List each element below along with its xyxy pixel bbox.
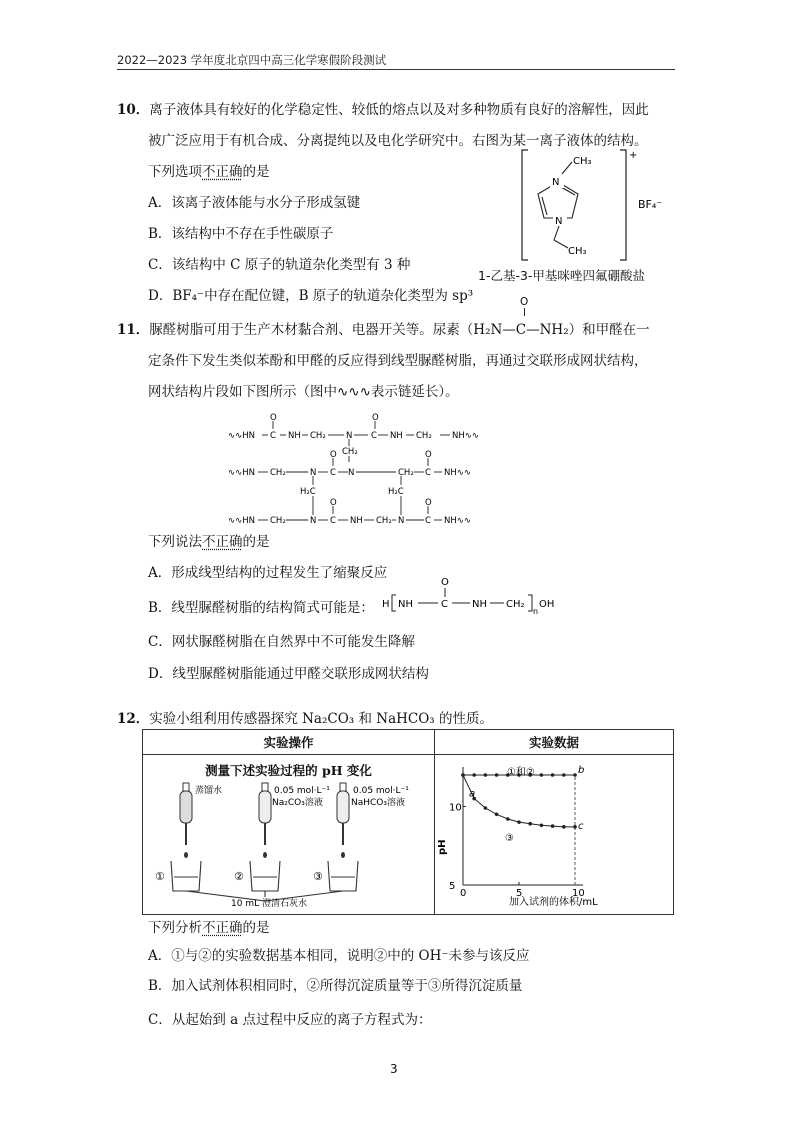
series-2-point [484, 806, 488, 810]
q10-prompt-post: 的是 [242, 164, 270, 180]
y-tick-label: 5 [449, 881, 456, 892]
atom-n: N [310, 516, 317, 526]
q11-number: 11． [117, 322, 150, 338]
atom-n: N [348, 468, 355, 478]
q11-stem-text1: 脲醛树脂可用于生产木材黏合剂、电器开关等。尿素（H₂N—C—NH₂）和甲醛在一 [149, 322, 650, 338]
atom-o: O [372, 413, 379, 423]
ph-chart [435, 755, 673, 911]
option-label: A． [148, 948, 172, 964]
q11-option-a[interactable] [148, 561, 387, 581]
x-tick-label: 10 [572, 888, 585, 899]
atom-o: O [330, 450, 337, 460]
series-2-label: ③ [505, 833, 514, 844]
q10-stem-text1: 离子液体具有较好的化学稳定性、较低的熔点以及对多种物质有良好的溶解性，因此 [149, 102, 649, 118]
option-label: C． [148, 257, 172, 273]
q12-stem-text: 实验小组利用传感器探究 Na₂CO₃ 和 NaHCO₃ 的性质。 [149, 711, 493, 727]
q11-option-c[interactable] [148, 630, 415, 650]
atom-n: N [346, 431, 353, 441]
q11-option-d[interactable] [148, 662, 429, 682]
dropper-2 [259, 783, 271, 858]
q11-prompt-post: 的是 [242, 534, 270, 550]
option-text: 线型脲醛树脂能通过甲醛交联形成网状结构 [172, 666, 429, 682]
q12-prompt-em: 不正确 [202, 920, 243, 936]
q12-stem [117, 707, 493, 727]
series-1-point [573, 773, 577, 777]
urea-oxygen: O [520, 296, 529, 308]
chain-end: NH∿∿ [444, 468, 471, 478]
dropper-2-label2: Na₂CO₃溶液 [272, 798, 323, 808]
formula-nh: NH [398, 599, 413, 610]
atom-c: C [330, 516, 336, 526]
y-tick-label: 10 [449, 802, 462, 814]
formula-h: H [382, 599, 390, 610]
formula-nh: NH [472, 599, 487, 610]
option-text: 该离子液体能与水分子形成氢键 [171, 195, 361, 211]
y-axis-label: pH [437, 839, 448, 855]
q10-prompt-pre: 下列选项 [148, 164, 202, 180]
option-text: 该结构中不存在手性碳原子 [171, 226, 334, 242]
formula-ch2: CH₂ [506, 599, 525, 610]
option-label: D． [148, 288, 173, 304]
series-2-point [551, 824, 555, 828]
option-text: BF₄⁻中存在配位键，B 原子的轨道杂化类型为 sp³ [172, 288, 474, 304]
operation-cell [143, 755, 435, 915]
series-1-point [551, 773, 555, 777]
cation-charge: + [629, 150, 638, 161]
q12-option-b[interactable] [148, 974, 522, 994]
chain-end: NH∿∿ [452, 431, 479, 441]
page-header: 2022—2023 学年度北京四中高三化学寒假阶段测试 [117, 53, 387, 67]
series-2-point [562, 825, 566, 829]
q12-prompt-pre: 下列分析 [148, 920, 202, 936]
atom-n: N [398, 516, 405, 526]
option-label: C． [148, 634, 172, 650]
dropper-2-label1: 0.05 mol·L⁻¹ [274, 786, 330, 796]
table-header-data: 实验数据 [435, 730, 674, 755]
formula-n: n [533, 607, 539, 616]
q11-option-b[interactable] [148, 596, 374, 616]
series-2-point [528, 822, 532, 826]
ch3-top: CH₃ [573, 156, 592, 167]
atom-c: C [330, 468, 336, 478]
formula-oh: OH [539, 599, 555, 610]
option-label: B． [148, 978, 172, 994]
series-1-point [472, 773, 476, 777]
option-label: A． [148, 195, 172, 211]
option-text: 形成线型结构的过程发生了缩聚反应 [171, 565, 388, 581]
q11-prompt-em: 不正确 [202, 534, 243, 550]
dropper-3-label2: NaHCO₃溶液 [351, 798, 405, 808]
x-axis-label: 加入试剂的体积/mL [509, 897, 598, 908]
series-1-point [495, 773, 499, 777]
option-label: D． [148, 666, 173, 682]
chain-end: ∿∿HN [228, 431, 255, 441]
atom-ch2: CH₂ [310, 431, 326, 441]
q10-prompt-em: 不正确 [202, 164, 243, 180]
option-label: C． [148, 1012, 172, 1028]
point-label-c: c [578, 820, 584, 832]
q10-number: 10． [117, 102, 150, 118]
bridge-h2c: H₂C [300, 487, 316, 497]
atom-n: N [310, 468, 317, 478]
beaker-3-label: ③ [313, 870, 323, 883]
q12-prompt [148, 916, 270, 936]
atom-c: C [270, 431, 276, 441]
q10-stem-line1 [117, 98, 649, 118]
atom-ch2: CH₂ [376, 516, 392, 526]
bridge-h2c: H₂C [388, 487, 404, 497]
formula-c: C [441, 599, 448, 610]
q12-option-c[interactable] [148, 1008, 431, 1028]
page-number: 3 [390, 1062, 398, 1076]
series-1-point [540, 773, 544, 777]
dropper-3 [337, 783, 349, 858]
q11-prompt [148, 530, 270, 550]
q10-option-a[interactable] [148, 191, 360, 211]
option-text: 线型脲醛树脂的结构简式可能是： [171, 600, 374, 616]
q10-prompt [148, 160, 270, 180]
option-text: 网状脲醛树脂在自然界中不可能发生降解 [171, 634, 415, 650]
chain-end: ∿∿HN [228, 516, 255, 526]
option-text: 该结构中 C 原子的轨道杂化类型有 3 种 [171, 257, 411, 273]
atom-o: O [425, 450, 432, 460]
atom-o: O [425, 498, 432, 508]
chain-end: ∿∿HN [228, 468, 255, 478]
urea-double-bond [524, 308, 526, 316]
formula-o: O [441, 577, 449, 588]
x-tick-label: 0 [460, 888, 467, 899]
option-text: 加入试剂体积相同时，②所得沉淀质量等于③所得沉淀质量 [171, 978, 523, 994]
beaker-apparatus [143, 779, 433, 907]
dropper-3-label1: 0.05 mol·L⁻¹ [353, 786, 409, 796]
x-tick-label: 5 [516, 888, 523, 899]
q11-stem-line3: 网状结构片段如下图所示（图中∿∿∿表示链延长）。 [148, 384, 459, 400]
beaker-1-label: ① [155, 870, 165, 883]
series-1-point [562, 773, 566, 777]
series-1-point [484, 773, 488, 777]
atom-c: C [371, 431, 377, 441]
n-lower: N [555, 216, 563, 227]
series-2-point [517, 820, 521, 824]
option-b-formula [380, 576, 560, 616]
urea-formaldehyde-network [228, 412, 490, 528]
series-2-point [506, 817, 510, 821]
series-2-point [573, 825, 577, 829]
beaker-caption: 10 mL 澄清石灰水 [231, 899, 307, 907]
option-label: A． [148, 565, 172, 581]
atom-ch2: CH₂ [398, 468, 414, 478]
anion-label: BF₄⁻ [638, 198, 663, 211]
series-2-point [540, 823, 544, 827]
atom-nh: NH [350, 516, 363, 526]
q12-option-a[interactable] [148, 944, 530, 964]
option-label: B． [148, 226, 172, 242]
series-2-line [463, 775, 575, 827]
option-text: ①与②的实验数据基本相同，说明②中的 OH⁻未参与该反应 [171, 948, 530, 964]
series-1-label: ①和② [507, 767, 535, 778]
atom-ch2: CH₂ [270, 516, 286, 526]
q11-stem-line1 [117, 318, 650, 338]
q10-option-b[interactable] [148, 222, 333, 242]
data-cell [435, 755, 674, 915]
atom-c: C [425, 468, 431, 478]
q10-option-d[interactable] [148, 284, 473, 304]
beaker-2-label: ② [234, 870, 244, 883]
operation-title: 测量下述实验过程的 pH 变化 [205, 763, 372, 778]
chart-axes [449, 767, 585, 899]
atom-o: O [270, 413, 277, 423]
table-header-operation: 实验操作 [143, 730, 435, 755]
bridge-ch2: CH₂ [342, 447, 358, 457]
point-label-b: b [578, 765, 585, 776]
q12-experiment-table [142, 729, 674, 915]
option-text: 从起始到 a 点过程中反应的离子方程式为： [171, 1012, 432, 1028]
q11-stem-line2: 定条件下发生类似苯酚和甲醛的反应得到线型脲醛树脂，再通过交联形成网状结构， [148, 353, 648, 369]
atom-o: O [330, 498, 337, 508]
ch3-bottom: CH₃ [568, 246, 587, 257]
n-upper: N [552, 177, 560, 188]
atom-ch2: CH₂ [270, 468, 286, 478]
series-2-point [461, 773, 465, 777]
q10-option-c[interactable] [148, 253, 410, 273]
dropper-1-label: 蒸馏水 [195, 786, 223, 796]
q10-figure-caption: 1-乙基-3-甲基咪唑四氟硼酸盐 [478, 268, 645, 283]
q11-prompt-pre: 下列说法 [148, 534, 202, 550]
series-2-point [495, 812, 499, 816]
option-label: B． [148, 600, 172, 616]
atom-c: C [425, 516, 431, 526]
dropper-1 [180, 783, 192, 858]
q10-stem-line2: 被广泛应用于有机合成、分离提纯以及电化学研究中。右图为某一离子液体的结构。 [148, 133, 648, 149]
atom-ch2: CH₂ [416, 431, 432, 441]
q12-number: 12． [117, 711, 150, 727]
atom-nh: NH [288, 431, 301, 441]
atom-nh: NH [390, 431, 403, 441]
chain-end: NH∿∿ [444, 516, 471, 526]
q12-prompt-post: 的是 [242, 920, 270, 936]
header-rule [117, 69, 675, 70]
point-label-a: a [469, 788, 476, 800]
